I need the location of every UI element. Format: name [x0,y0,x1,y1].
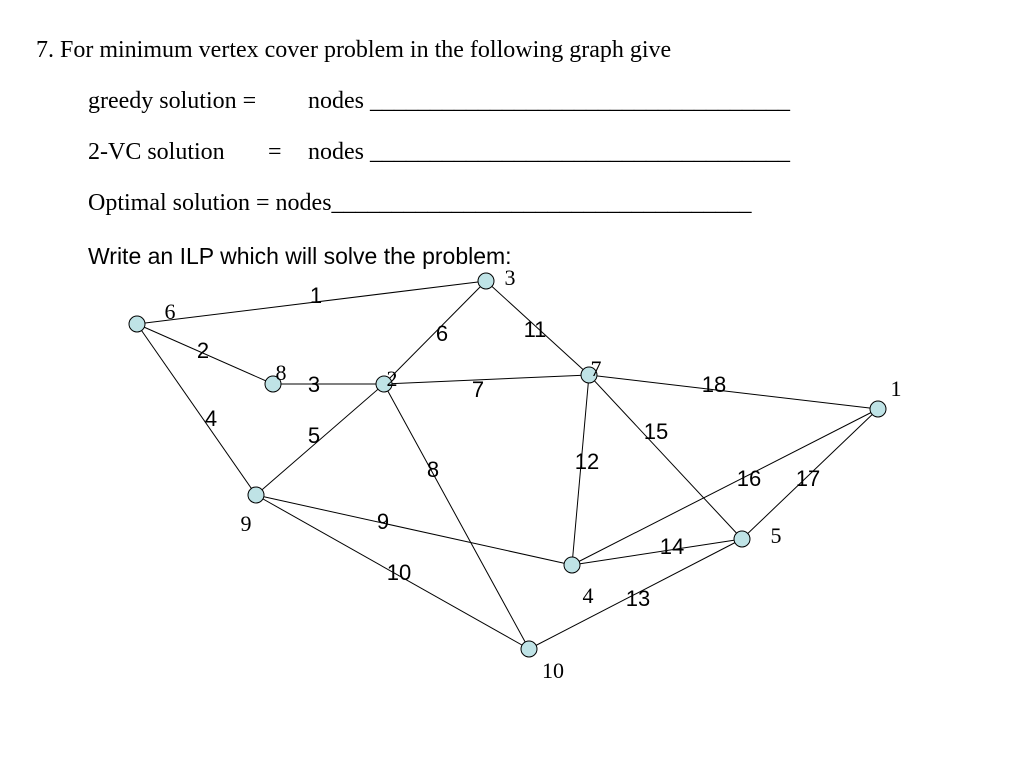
edge-18 [589,375,878,409]
node-label-2: 2 [386,366,398,391]
node-label-7: 7 [590,356,602,381]
edge-label-2: 2 [196,338,210,363]
node-5 [734,531,750,547]
twovc-solution-blank: nodes ___________________________________ [308,139,790,165]
node-9 [248,487,264,503]
ilp-instruction: Write an ILP which will solve the problem: [88,243,512,269]
node-3 [478,273,494,289]
edge-label-8: 8 [426,457,440,482]
edge-label-5: 5 [307,423,321,448]
edge-15 [589,375,742,539]
edge-label-15: 15 [643,419,669,444]
edge-label-18: 18 [701,372,727,397]
node-label-1: 1 [890,376,902,401]
edge-label-7: 7 [471,377,485,402]
node-label-10: 10 [542,658,564,683]
twovc-equals: = [268,139,282,165]
node-1 [870,401,886,417]
node-10 [521,641,537,657]
edge-labels-layer [197,283,820,611]
edge-7 [384,375,589,384]
node-label-5: 5 [770,523,782,548]
greedy-solution-blank: nodes ___________________________________ [308,88,790,114]
edge-label-4: 4 [204,406,218,431]
node-4 [564,557,580,573]
nodes-layer [129,273,886,657]
edge-label-9: 9 [376,509,390,534]
edge-label-14: 14 [659,534,685,559]
node-label-6: 6 [164,299,176,324]
node-label-4: 4 [582,583,594,608]
optimal-solution-line: Optimal solution = nodes___________________________________ [88,190,752,216]
edge-label-17: 17 [795,466,821,491]
edges-layer [137,281,878,649]
node-label-9: 9 [240,511,252,536]
edge-label-10: 10 [386,560,412,585]
edge-label-13: 13 [625,586,651,611]
question-title: 7. For minimum vertex cover problem in the following graph give [36,37,672,63]
edge-label-16: 16 [736,466,762,491]
edge-8 [384,384,529,649]
edge-9 [256,495,572,565]
node-6 [129,316,145,332]
edge-label-1: 1 [309,283,323,308]
edge-label-6: 6 [435,321,449,346]
edge-label-3: 3 [307,372,321,397]
edge-label-11: 11 [523,317,547,342]
greedy-solution-label: greedy solution = [88,88,257,114]
node-label-3: 3 [504,265,516,290]
edge-label-12: 12 [574,449,600,474]
twovc-solution-label: 2-VC solution [88,139,225,165]
node-label-8: 8 [275,360,287,385]
